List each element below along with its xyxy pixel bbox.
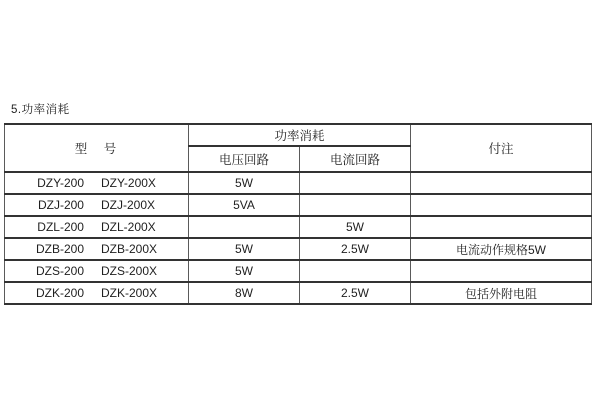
- current-circuit-cell: 5W: [300, 216, 411, 238]
- model-names: [36, 286, 157, 300]
- model-name-variant: DZJ-200X: [100, 198, 156, 212]
- current-circuit-cell: 2.5W: [300, 238, 411, 260]
- model-cell: [5, 216, 189, 238]
- note-cell: 电流动作规格5W: [411, 238, 592, 260]
- current-circuit-cell: [300, 194, 411, 216]
- note-cell: [411, 172, 592, 194]
- current-circuit-cell: 2.5W: [300, 282, 411, 304]
- model-cell: [5, 238, 189, 260]
- note-cell: [411, 260, 592, 282]
- note-cell: [411, 194, 592, 216]
- note-cell: [411, 216, 592, 238]
- model-name-primary: DZK-200: [35, 286, 84, 300]
- voltage-circuit-cell: 5W: [189, 238, 300, 260]
- model-names: [36, 242, 157, 256]
- model-name-variant: DZS-200X: [101, 264, 158, 278]
- model-name-variant: DZK-200X: [101, 286, 158, 300]
- table-row: [5, 216, 592, 238]
- model-cell: [5, 194, 189, 216]
- model-name-primary: DZY-200: [37, 176, 84, 190]
- header-row-top: [5, 124, 592, 146]
- model-names: [38, 198, 155, 212]
- model-cell: [5, 282, 189, 304]
- table-row: [5, 282, 592, 304]
- current-circuit-cell: [300, 260, 411, 282]
- current-circuit-cell: [300, 172, 411, 194]
- model-name-variant: DZB-200X: [101, 242, 158, 256]
- model-cell: [5, 172, 189, 194]
- power-consumption-table: [4, 123, 592, 305]
- model-names: [37, 176, 156, 190]
- model-name-primary: DZB-200: [35, 242, 84, 256]
- table-row: [5, 260, 592, 282]
- model-name-primary: DZS-200: [35, 264, 84, 278]
- header-voltage-circuit: 电压回路: [189, 146, 300, 172]
- voltage-circuit-cell: 5W: [189, 172, 300, 194]
- voltage-circuit-cell: 8W: [189, 282, 300, 304]
- model-name-primary: DZJ-200: [37, 198, 84, 212]
- header-notes: 付注: [411, 124, 592, 172]
- model-cell: [5, 260, 189, 282]
- voltage-circuit-cell: [189, 216, 300, 238]
- header-current-circuit: 电流回路: [300, 146, 411, 172]
- table-row: [5, 194, 592, 216]
- model-names: [36, 264, 157, 278]
- section-title: 5.功率消耗: [11, 104, 70, 116]
- table-row: [5, 172, 592, 194]
- model-name-variant: DZY-200X: [101, 176, 156, 190]
- note-cell: 包括外附电阻: [411, 282, 592, 304]
- header-power-consumption: 功率消耗: [189, 124, 411, 146]
- model-name-primary: DZL-200: [37, 220, 84, 234]
- model-name-variant: DZL-200X: [100, 220, 156, 234]
- voltage-circuit-cell: 5VA: [189, 194, 300, 216]
- model-names: [37, 220, 155, 234]
- table-row: [5, 238, 592, 260]
- voltage-circuit-cell: 5W: [189, 260, 300, 282]
- header-model: 型 号: [5, 124, 189, 172]
